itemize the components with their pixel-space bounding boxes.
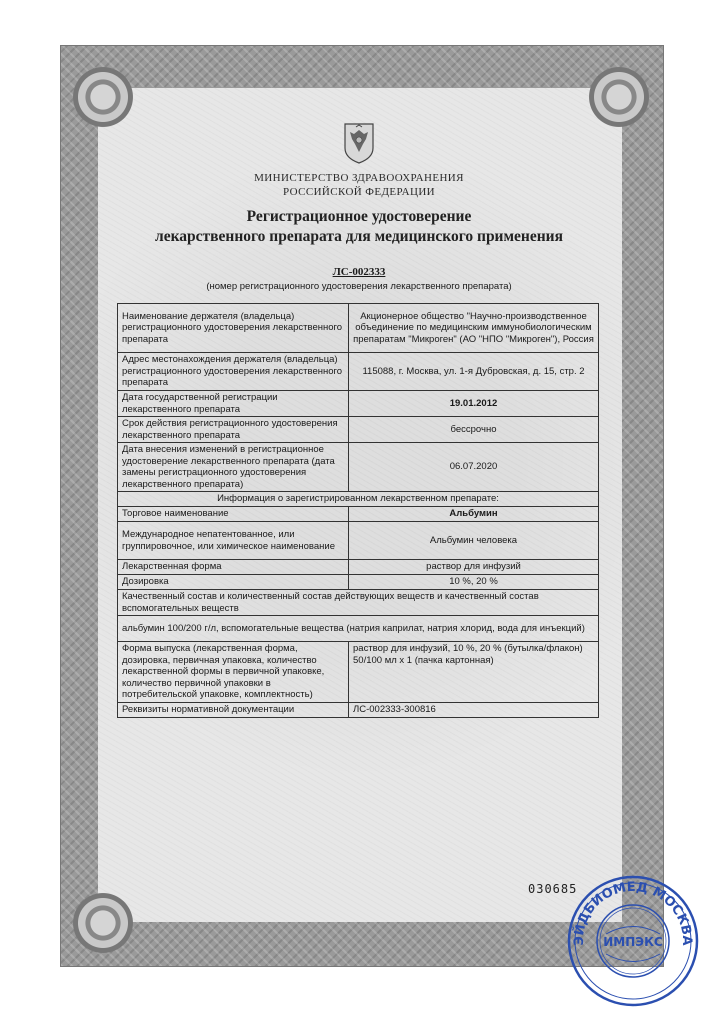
table-row bbox=[118, 304, 599, 353]
stamp-center-text: ИМПЭКС bbox=[603, 935, 663, 949]
validity-value: бессрочно bbox=[349, 417, 599, 443]
table-row bbox=[118, 590, 599, 616]
reg-date-value: 19.01.2012 bbox=[349, 391, 599, 417]
release-label: Форма выпуска (лекарственная форма, дозировка, первичная упаковка, количество лекарственной формы в первичной упаковке, количество первичной упаковки в потребительской упаковке, комплектность) bbox=[118, 642, 349, 703]
company-stamp bbox=[566, 874, 700, 1008]
changes-label: Дата внесения изменений в регистрационное удостоверение лекарственного препарата (дата замены регистрационного удостоверения лекарственного препарата) bbox=[118, 443, 349, 492]
document-title-line-2: лекарственного препарата для медицинского применения bbox=[155, 228, 563, 245]
corner-ornament-top-left bbox=[68, 62, 138, 132]
normdoc-value: ЛС-002333-300816 bbox=[349, 703, 599, 718]
trade-name-value: Альбумин bbox=[349, 507, 599, 522]
holder-value: Акционерное общество "Научно-производственное объединение по медицинским иммунобиологическим препаратам "Микроген" (АО "НПО "Микроген"), Россия bbox=[349, 304, 599, 353]
table-row bbox=[118, 492, 599, 507]
composition-value: альбумин 100/200 г/л, вспомогательные вещества (натрия каприлат, натрия хлорид, вода для инъекций) bbox=[118, 616, 599, 642]
table-row bbox=[118, 507, 599, 522]
table-row bbox=[118, 642, 599, 703]
table-row bbox=[118, 443, 599, 492]
table-row bbox=[118, 560, 599, 575]
form-label: Лекарственная форма bbox=[118, 560, 349, 575]
table-row bbox=[118, 703, 599, 718]
reg-date-label: Дата государственной регистрации лекарственного препарата bbox=[118, 391, 349, 417]
composition-header: Качественный состав и количественный состав действующих веществ и качественный состав вспомогательных веществ bbox=[118, 590, 599, 616]
changes-value: 06.07.2020 bbox=[349, 443, 599, 492]
table-row bbox=[118, 522, 599, 560]
validity-label: Срок действия регистрационного удостоверения лекарственного препарата bbox=[118, 417, 349, 443]
address-value: 115088, г. Москва, ул. 1-я Дубровская, д. 15, стр. 2 bbox=[349, 353, 599, 391]
holder-label: Наименование держателя (владельца) регистрационного удостоверения лекарственного препарата bbox=[118, 304, 349, 353]
info-header: Информация о зарегистрированном лекарственном препарате: bbox=[118, 492, 599, 507]
normdoc-label: Реквизиты нормативной документации bbox=[118, 703, 349, 718]
stamp-outer-text: ЭЙДБИОМЕД МОСКВА bbox=[571, 879, 695, 946]
form-value: раствор для инфузий bbox=[349, 560, 599, 575]
table-row bbox=[118, 616, 599, 642]
table-row bbox=[118, 353, 599, 391]
trade-name-label: Торговое наименование bbox=[118, 507, 349, 522]
table-row bbox=[118, 391, 599, 417]
inn-value: Альбумин человека bbox=[349, 522, 599, 560]
table-row bbox=[118, 417, 599, 443]
registration-number-caption: (номер регистрационного удостоверения лекарственного препарата) bbox=[206, 281, 512, 292]
registration-table bbox=[117, 303, 599, 718]
dosage-label: Дозировка bbox=[118, 575, 349, 590]
address-label: Адрес местонахождения держателя (владельца) регистрационного удостоверения лекарственного препарата bbox=[118, 353, 349, 391]
registration-number: ЛС-002333 bbox=[332, 266, 386, 278]
dosage-value: 10 %, 20 % bbox=[349, 575, 599, 590]
release-value: раствор для инфузий, 10 %, 20 % (бутылка/флакон) 50/100 мл х 1 (пачка картонная) bbox=[349, 642, 599, 703]
corner-ornament-top-right bbox=[584, 62, 654, 132]
ministry-line-1: МИНИСТЕРСТВО ЗДРАВООХРАНЕНИЯ bbox=[254, 172, 464, 184]
document-title-line-1: Регистрационное удостоверение bbox=[246, 208, 472, 225]
coat-of-arms-icon bbox=[342, 122, 376, 164]
corner-ornament-bottom-left bbox=[68, 888, 138, 958]
serial-number: 030685 bbox=[528, 882, 578, 896]
ministry-line-2: РОССИЙСКОЙ ФЕДЕРАЦИИ bbox=[282, 186, 436, 198]
inn-label: Международное непатентованное, или группировочное, или химическое наименование bbox=[118, 522, 349, 560]
table-row bbox=[118, 575, 599, 590]
